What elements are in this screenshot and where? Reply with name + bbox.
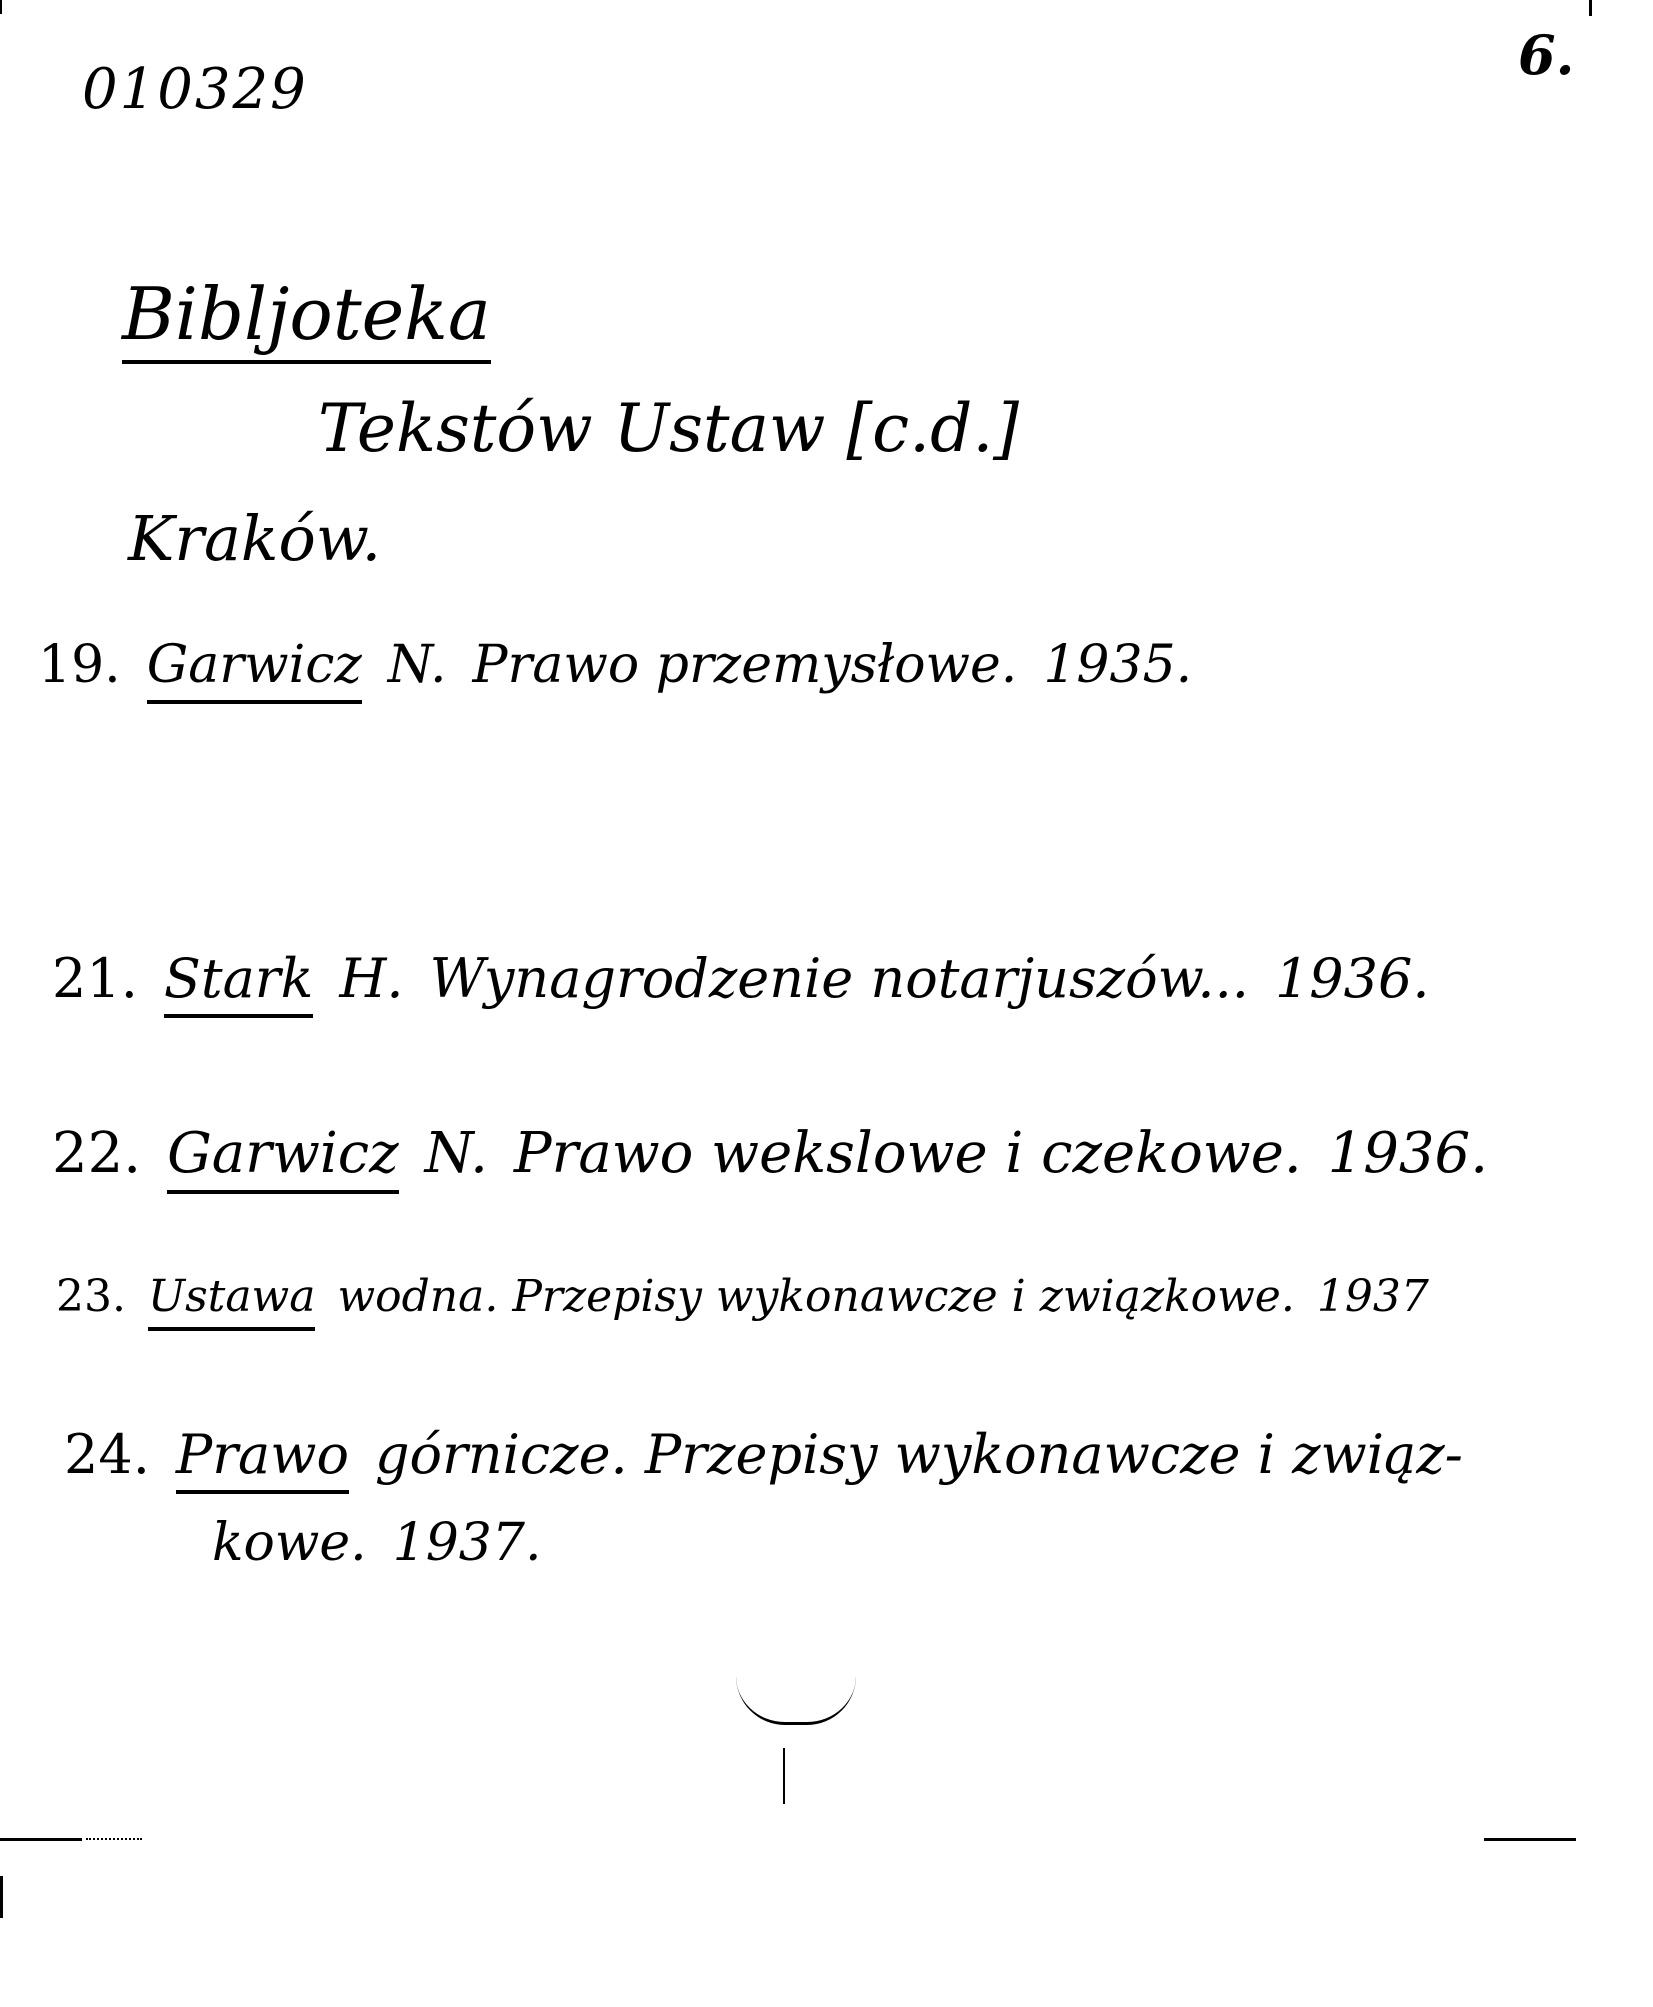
entry-number: 24. [64,1423,150,1486]
entry-title: Prawo przemysłowe. [472,635,1018,695]
entry-title: wodna. Przepisy wykonawcze i związkowe. [337,1271,1295,1322]
entry-year: 1936. [1274,947,1430,1010]
heading-place: Kraków. [128,502,382,575]
entry-author: Stark [164,948,313,1018]
bottom-right-rule [1484,1838,1576,1841]
entry-21 [52,948,1430,1018]
entry-year: 1937 [1316,1271,1429,1322]
entry-author: Garwicz [147,636,362,704]
entry-title: Wynagrodzenie notarjuszów... [429,947,1249,1010]
entry-year: 1936. [1327,1121,1488,1186]
edge-tick-mark [1589,0,1592,16]
entry-initial: H. [339,947,404,1010]
entry-year: 1937. [392,1513,542,1573]
entry-initial: N. [387,635,447,695]
entry-author: Garwicz [167,1122,399,1194]
entry-19 [38,636,1192,704]
punch-hole-stem [783,1748,785,1804]
entry-number: 22. [52,1121,142,1186]
bottom-left-rule [0,1838,82,1841]
edge-tick-mark [0,0,2,14]
catalog-number: 010329 [82,57,308,122]
entry-number: 21. [52,947,138,1010]
entry-author: Ustawa [148,1272,315,1331]
entry-title: górnicze. Przepisy wykonawcze i związ- [374,1423,1463,1486]
entry-author: Prawo [176,1424,349,1494]
punch-hole-mark [736,1676,856,1725]
entry-number: 23. [56,1271,126,1322]
bottom-left-dotted-rule [86,1838,142,1840]
entry-year: 1935. [1043,635,1193,695]
entry-initial: N. [424,1121,488,1186]
edge-tick-mark [0,1876,3,1918]
heading-library: Bibljoteka [122,278,491,364]
entry-22 [52,1122,1488,1194]
entry-24-continuation [212,1514,542,1574]
page-number: 6. [1518,23,1575,87]
entry-number: 19. [38,635,121,695]
entry-title-continuation: kowe. [212,1513,367,1573]
entry-23 [56,1272,1429,1331]
entry-24 [64,1424,1463,1494]
entry-title: Prawo wekslowe i czekowe. [513,1121,1302,1186]
heading-series: Tekstów Ustaw [c.d.] [318,390,1020,467]
